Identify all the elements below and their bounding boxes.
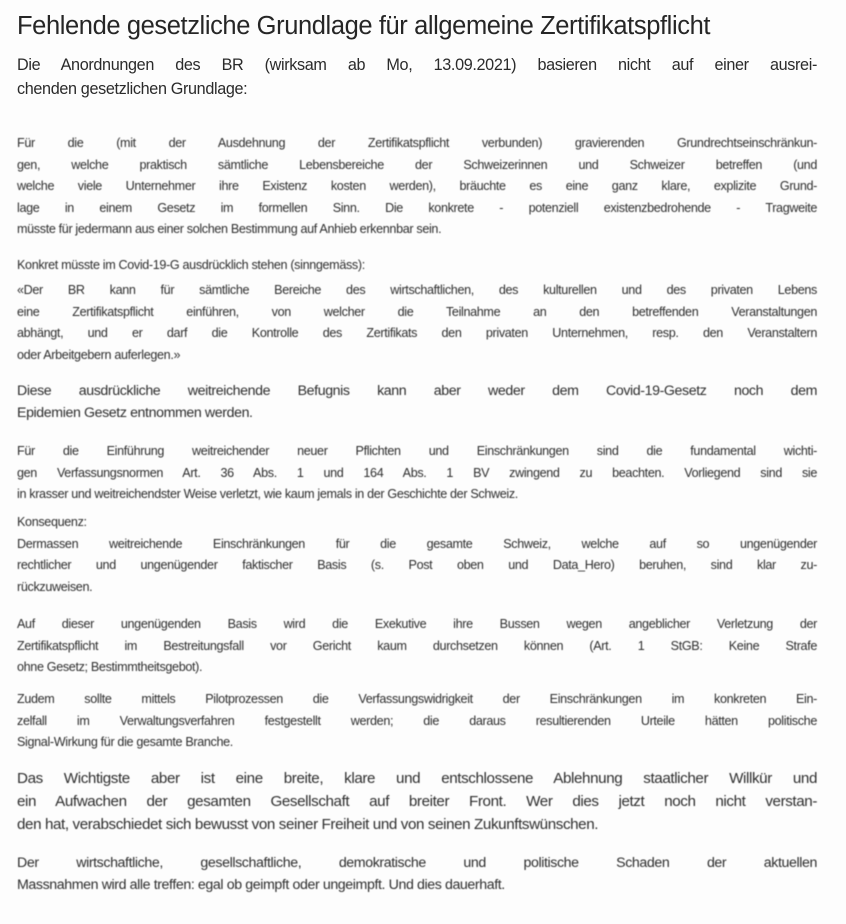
quote-line: eine Zertifikatspflicht einführen, von welcher die Teilnahme an den betreffenden Veranstaltungen (17, 304, 817, 319)
paragraph-line: lage in einem Gesetz im formellen Sinn. Die konkrete - potenziell existenzbedrohende - Tragweite (17, 200, 817, 215)
paragraph-line: Für die (mit der Ausdehnung der Zertifikatspflicht verbunden) gravierenden Grundrechtseinschränkun- (17, 136, 817, 150)
paragraph-line: Das Wichtigste aber ist eine breite, klare und entschlossene Ablehnung staatlicher Willkür und (17, 770, 817, 787)
paragraph-line: Massnahmen wird alle treffen: egal ob geimpft oder ungeimpft. Und dies dauerhaft. (17, 877, 505, 893)
paragraph-line: ohne Gesetz; Bestimmtheitsgebot). (17, 660, 203, 674)
paragraph-line: Signal-Wirkung für die gesamte Branche. (17, 735, 233, 749)
paragraph-line: welche viele Unternehmer ihre Existenz kosten werden), bräuchte es eine ganz klare, explizite Grund- (17, 179, 817, 193)
document-title: Fehlende gesetzliche Grundlage für allgemeine Zertifikatspflicht (17, 12, 711, 40)
paragraph-line: Für die Einführung weitreichender neuer Pflichten und Einschränkungen sind die fundamental wichti- (17, 444, 817, 458)
paragraph-line: müsste für jedermann aus einer solchen Bestimmung auf Anhieb erkennbar sein. (17, 222, 442, 236)
paragraph-line: den hat, verabschiedet sich bewusst von seiner Freiheit und von seinen Zukunftswünschen. (17, 816, 599, 833)
paragraph-konsequenz (17, 512, 817, 598)
paragraph-line: Konkret müsste im Covid-19-G ausdrücklich stehen (sinngemäss): (17, 258, 365, 272)
paragraph-line: Dermassen weitreichende Einschränkungen für die gesamte Schweiz, welche auf so ungenügender (17, 536, 817, 551)
paragraph-grundrechtseinschraenkungen (17, 133, 817, 241)
paragraph-line: gen Verfassungsnormen Art. 36 Abs. 1 und 164 Abs. 1 BV zwingend zu beachten. Vorliegend sind sie (17, 465, 817, 480)
paragraph-heading: Konsequenz: (17, 515, 87, 529)
paragraph-line: Zudem sollte mittels Pilotprozessen die Verfassungswidrigkeit der Einschränkungen im konkreten Ein- (17, 692, 817, 706)
quote-line: «Der BR kann für sämtliche Bereiche des wirtschaftlichen, des kulturellen und des privaten Lebens (17, 283, 817, 297)
paragraph-schaden (17, 852, 817, 896)
paragraph-befugnis (17, 380, 817, 424)
paragraph-pilotprozesse (17, 689, 817, 754)
paragraph-line: Der wirtschaftliche, gesellschaftliche, demokratische und politische Schaden der aktuellen (17, 855, 817, 871)
paragraph-line: Epidemien Gesetz entnommen werden. (17, 405, 253, 421)
paragraph-line: ein Aufwachen der gesamten Gesellschaft auf breiter Front. Wer dies jetzt noch nicht verstan- (17, 793, 817, 810)
paragraph-line: Zertifikatspflicht im Bestreitungsfall vor Gericht kaum durchsetzen können (Art. 1 StGB: Keine Strafe (17, 638, 817, 653)
paragraph-line: Diese ausdrückliche weitreichende Befugnis kann aber weder dem Covid-19-Gesetz noch dem (17, 383, 817, 399)
paragraph-konkret (17, 255, 817, 277)
paragraph-line: rückzuweisen. (17, 579, 93, 594)
quote-paragraph (17, 280, 817, 366)
lead-line: Die Anordnungen des BR (wirksam ab Mo, 13.09.2021) basieren nicht auf einer ausrei- (17, 56, 817, 74)
quote-line: oder Arbeitgebern auferlegen.» (17, 347, 181, 362)
paragraph-line: zelfall im Verwaltungsverfahren festgestellt werden; die daraus resultierenden Urteile hätten politische (17, 713, 817, 728)
paragraph-line: in krasser und weitreichendster Weise verletzt, wie kaum jemals in der Geschichte der Schweiz. (17, 487, 518, 501)
quote-line: abhängt, und er darf die Kontrolle des Zertifikats den privaten Unternehmen, resp. den Veranstaltern (17, 326, 817, 340)
paragraph-verfassungsnormen (17, 441, 817, 506)
paragraph-line: gen, welche praktisch sämtliche Lebensbereiche der Schweizerinnen und Schweizer betreffen (und (17, 157, 817, 172)
paragraph-line: rechtlicher und ungenügender faktischer Basis (s. Post oben und Data_Hero) beruhen, sind klar zu- (17, 558, 817, 572)
lead-line: chenden gesetzlichen Grundlage: (17, 80, 248, 98)
lead-paragraph (17, 53, 817, 101)
paragraph-wichtigste (17, 767, 817, 836)
paragraph-bussen (17, 614, 817, 679)
paragraph-line: Auf dieser ungenügenden Basis wird die Exekutive ihre Bussen wegen angeblicher Verletzung der (17, 617, 817, 631)
